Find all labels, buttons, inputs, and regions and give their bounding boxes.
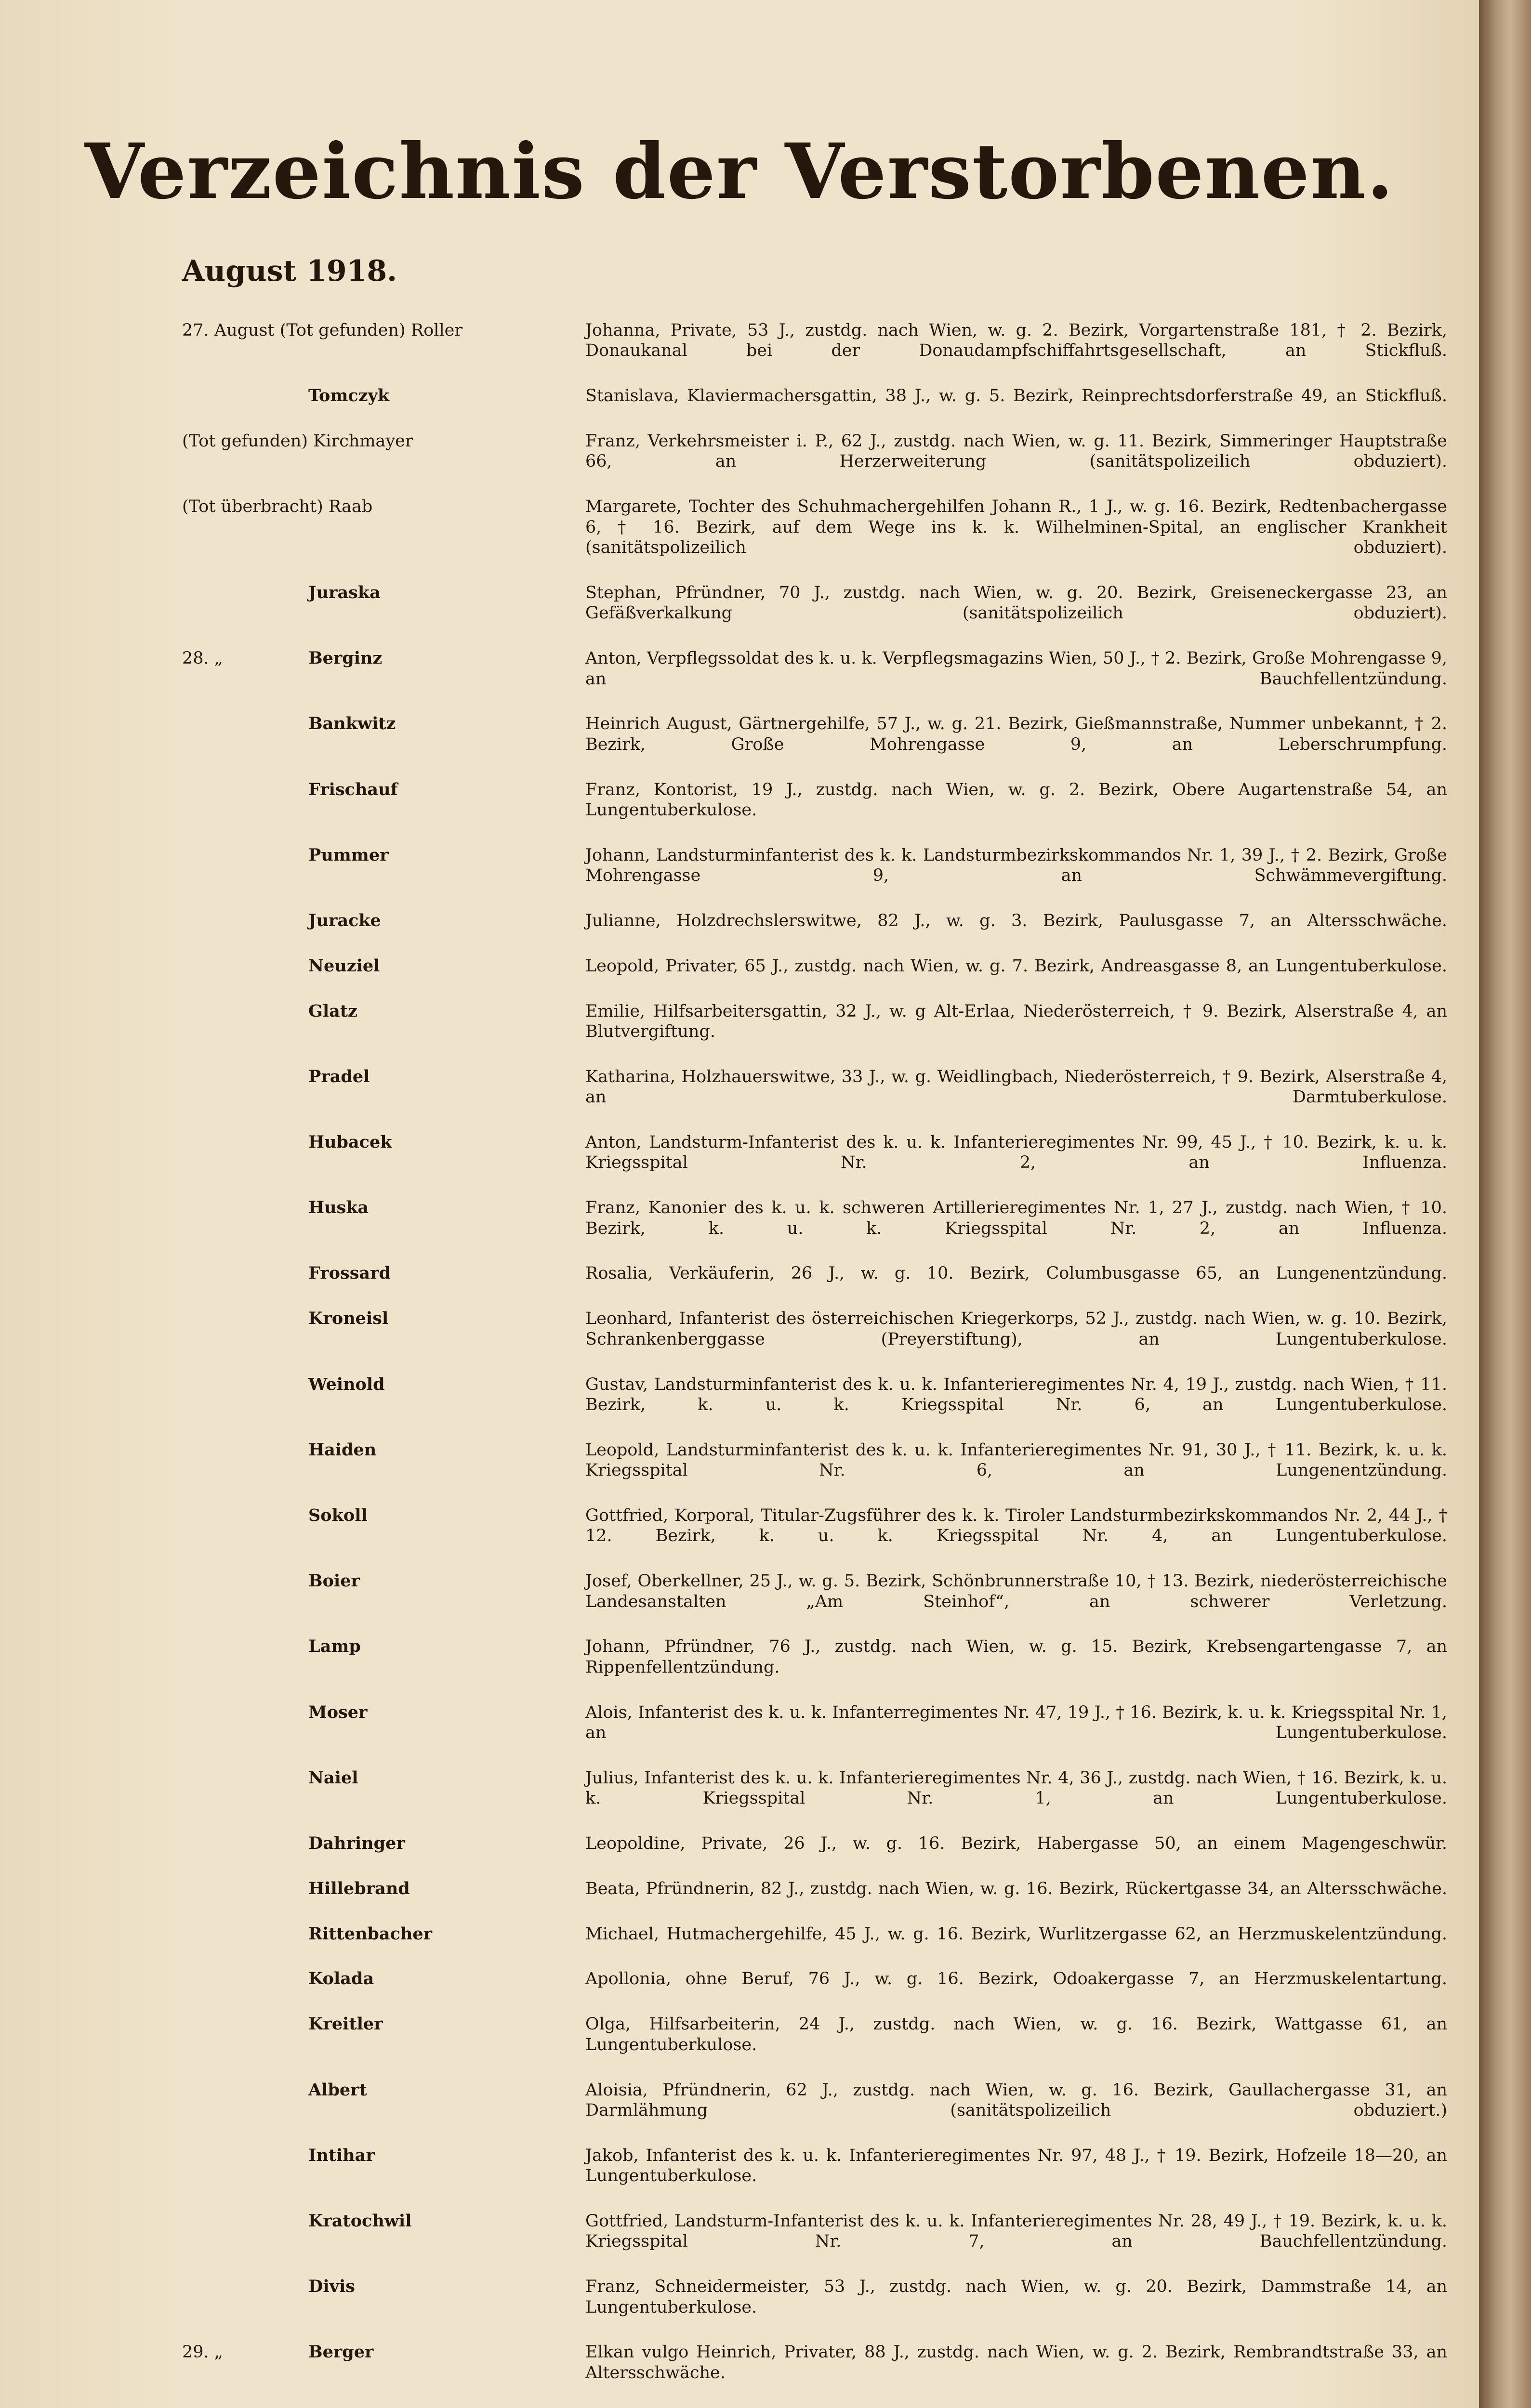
entry-surname: Kreitler bbox=[308, 2014, 383, 2034]
register-entry bbox=[0, 1374, 1479, 1436]
entry-surname: Glatz bbox=[308, 1001, 357, 1021]
register-entry bbox=[0, 2080, 1479, 2141]
page-title: Verzeichnis der Verstorbenen. bbox=[84, 127, 1394, 216]
entry-surname: Albert bbox=[308, 2080, 367, 2100]
entry-surname: Weinold bbox=[308, 1374, 385, 1394]
entry-details: Beata, Pfründnerin, 82 J., zustdg. nach Wien, w. g. 16. Bezirk, Rückertgasse 34, an Altersschwäche. bbox=[585, 1879, 1447, 1898]
register-entry bbox=[0, 2211, 1479, 2272]
entry-date-note: (Tot überbracht) Raab bbox=[182, 497, 373, 517]
entry-surname: Dahringer bbox=[308, 1833, 405, 1854]
entry-surname: Huska bbox=[308, 1198, 369, 1218]
entry-surname: Pradel bbox=[308, 1066, 370, 1086]
register-entry bbox=[0, 845, 1479, 906]
entry-surname: Boier bbox=[308, 1571, 360, 1591]
entry-details: Franz, Verkehrsmeister i. P., 62 J., zustdg. nach Wien, w. g. 11. Bezirk, Simmeringer Hauptstraße 66, an Herzerweiterung (sanitätspolizeilich obduziert). bbox=[585, 432, 1447, 471]
register-entry bbox=[0, 956, 1479, 997]
entry-details: Leopoldine, Private, 26 J., w. g. 16. Bezirk, Habergasse 50, an einem Magengeschwür. bbox=[585, 1834, 1447, 1854]
entry-surname: Kroneisl bbox=[308, 1309, 389, 1329]
entry-details: Stephan, Pfründner, 70 J., zustdg. nach Wien, w. g. 20. Bezirk, Greiseneckergasse 23, an Gefäßverkalkung (sanitätspolizeilich obduziert). bbox=[585, 583, 1447, 623]
entry-details: Elkan vulgo Heinrich, Privater, 88 J., zustdg. nach Wien, w. g. 2. Bezirk, Rembrandtstraße 33, an Altersschwäche. bbox=[585, 2343, 1447, 2382]
entry-details: Jakob, Infanterist des k. u. k. Infanterieregimentes Nr. 97, 48 J., † 19. Bezirk, Hofzeile 18—20, an Lungentuberkulose. bbox=[585, 2146, 1447, 2186]
register-entry bbox=[0, 497, 1479, 578]
register-entry bbox=[0, 1768, 1479, 1829]
entry-details: Josef, Oberkellner, 25 J., w. g. 5. Bezirk, Schönbrunnerstraße 10, † 13. Bezirk, niederösterreichische Landesanstalten „Am Steinhof“, an schwerer Verletzung. bbox=[585, 1571, 1447, 1611]
entry-surname: Moser bbox=[308, 1702, 368, 1722]
entry-details: Johanna, Private, 53 J., zustdg. nach Wien, w. g. 2. Bezirk, Vorgartenstraße 181, † 2. Bezirk, Donaukanal bei der Donaudampfschiffahrtsgesellschaft, an Stickfluß. bbox=[585, 321, 1447, 361]
entry-surname: Haiden bbox=[308, 1440, 377, 1460]
entry-date-note: 29. „ bbox=[182, 2343, 223, 2362]
register-entry bbox=[0, 1198, 1479, 1259]
entry-surname: Frischauf bbox=[308, 779, 398, 799]
month-heading: August 1918. bbox=[182, 254, 397, 288]
register-entry bbox=[0, 2342, 1479, 2403]
entry-surname: Rittenbacher bbox=[308, 1924, 433, 1944]
entry-details: Margarete, Tochter des Schuhmachergehilfen Johann R., 1 J., w. g. 16. Bezirk, Redtenbachergasse 6, † 16. Bezirk, auf dem Wege ins k. k. Wilhelminen-Spital, an englischer Krankheit (sanitätspolizeilich obduziert). bbox=[585, 497, 1447, 558]
entry-surname: Lamp bbox=[308, 1636, 361, 1657]
register-entry bbox=[0, 1505, 1479, 1567]
entry-details: Franz, Kanonier des k. u. k. schweren Artillerieregimentes Nr. 1, 27 J., zustdg. nach Wien, † 10. Bezirk, k. u. k. Kriegsspital Nr. 2, an Influenza. bbox=[585, 1198, 1447, 1238]
entry-surname: Berger bbox=[308, 2342, 374, 2362]
entry-details: Gottfried, Korporal, Titular-Zugsführer des k. k. Tiroler Landsturmbezirkskommandos Nr. 2, 44 J., † 12. Bezirk, k. u. k. Kriegsspital Nr. 4, an Lungentuberkulose. bbox=[585, 1505, 1447, 1546]
entry-details: Julius, Infanterist des k. u. k. Infanterieregimentes Nr. 4, 36 J., zustdg. nach Wien, † 16. Bezirk, k. u. k. Kriegsspital Nr. 1, an Lungentuberkulose. bbox=[585, 1768, 1447, 1808]
entry-surname: Berginz bbox=[308, 648, 383, 668]
entry-details: Emilie, Hilfsarbeitersgattin, 32 J., w. g Alt-Erlaa, Niederösterreich, † 9. Bezirk, Alserstraße 4, an Blutvergiftung. bbox=[585, 1001, 1447, 1041]
register-entry bbox=[0, 2146, 1479, 2207]
entry-details: Alois, Infanterist des k. u. k. Infanterregimentes Nr. 47, 19 J., † 16. Bezirk, k. u. k. Kriegsspital Nr. 1, an Lungentuberkulose. bbox=[585, 1702, 1447, 1742]
entry-details: Katharina, Holzhauerswitwe, 33 J., w. g. Weidlingbach, Niederösterreich, † 9. Bezirk, Alserstraße 4, an Darmtuberkulose. bbox=[585, 1067, 1447, 1107]
entry-details: Leopold, Landsturminfanterist des k. u. k. Infanterieregimentes Nr. 91, 30 J., † 11. Bezirk, k. u. k. Kriegsspital Nr. 6, an Lungenentzündung. bbox=[585, 1440, 1447, 1480]
register-entry bbox=[0, 1263, 1479, 1304]
entry-details: Johann, Landsturminfanterist des k. k. Landsturmbezirkskommandos Nr. 1, 39 J., † 2. Bezirk, Große Mohrengasse 9, an Schwämmevergiftung. bbox=[585, 845, 1447, 886]
entry-details: Olga, Hilfsarbeiterin, 24 J., zustdg. nach Wien, w. g. 16. Bezirk, Wattgasse 61, an Lungentuberkulose. bbox=[585, 2015, 1447, 2055]
register-entry bbox=[0, 1702, 1479, 1764]
entry-details: Heinrich August, Gärtnergehilfe, 57 J., w. g. 21. Bezirk, Gießmannstraße, Nummer unbekannt, † 2. Bezirk, Große Mohrengasse 9, an Leberschrumpfung. bbox=[585, 714, 1447, 754]
entry-surname: Sokoll bbox=[308, 1505, 368, 1525]
register-entry bbox=[0, 714, 1479, 775]
entry-surname: Hubacek bbox=[308, 1132, 392, 1152]
register-entry bbox=[0, 320, 1479, 381]
entry-surname: Naiel bbox=[308, 1767, 358, 1788]
entry-details: Franz, Kontorist, 19 J., zustdg. nach Wien, w. g. 2. Bezirk, Obere Augartenstraße 54, an Lungentuberkulose. bbox=[585, 780, 1447, 820]
entry-details: Apollonia, ohne Beruf, 76 J., w. g. 16. Bezirk, Odoakergasse 7, an Herzmuskelentartung. bbox=[585, 1969, 1447, 1989]
entry-date-note: (Tot gefunden) Kirchmayer bbox=[182, 432, 413, 451]
entry-details: Anton, Verpflegssoldat des k. u. k. Verpflegsmagazins Wien, 50 J., † 2. Bezirk, Große Mohrengasse 9, an Bauchfellentzündung. bbox=[585, 649, 1447, 689]
register-entry bbox=[0, 780, 1479, 841]
entry-details: Stanislava, Klaviermachersgattin, 38 J., w. g. 5. Bezirk, Reinprechtsdorferstraße 49, an Stickfluß. bbox=[585, 386, 1447, 406]
entry-surname: Juracke bbox=[308, 910, 381, 930]
entry-details: Franz, Schneidermeister, 53 J., zustdg. nach Wien, w. g. 20. Bezirk, Dammstraße 14, an Lungentuberkulose. bbox=[585, 2277, 1447, 2317]
entry-date-note: 27. August (Tot gefunden) Roller bbox=[182, 321, 463, 340]
entry-surname: Tomczyk bbox=[308, 386, 390, 406]
entry-details: Gottfried, Landsturm-Infanterist des k. u. k. Infanterieregimentes Nr. 28, 49 J., † 19. Bezirk, k. u. k. Kriegsspital Nr. 7, an Bauchfellentzündung. bbox=[585, 2211, 1447, 2251]
register-entry bbox=[0, 2277, 1479, 2338]
register-entry bbox=[0, 386, 1479, 427]
death-register-list bbox=[0, 320, 1479, 2408]
register-entry bbox=[0, 1309, 1479, 1370]
register-entry bbox=[0, 1969, 1479, 2010]
register-entry bbox=[0, 648, 1479, 709]
entry-surname: Intihar bbox=[308, 2145, 375, 2165]
entry-details: Leopold, Privater, 65 J., zustdg. nach Wien, w. g. 7. Bezirk, Andreasgasse 8, an Lungentuberkulose. bbox=[585, 956, 1447, 976]
entry-details: Michael, Hutmachergehilfe, 45 J., w. g. 16. Bezirk, Wurlitzergasse 62, an Herzmuskelentzündung. bbox=[585, 1924, 1447, 1944]
entry-surname: Kolada bbox=[308, 1969, 374, 1989]
register-entry bbox=[0, 2014, 1479, 2075]
entry-date-note: 28. „ bbox=[182, 649, 223, 668]
entry-surname: Divis bbox=[308, 2277, 355, 2297]
page-edge bbox=[1479, 0, 1531, 2408]
register-entry bbox=[0, 1636, 1479, 1698]
entry-surname: Juraska bbox=[308, 582, 381, 602]
register-entry bbox=[0, 1833, 1479, 1874]
entry-details: Rosalia, Verkäuferin, 26 J., w. g. 10. Bezirk, Columbusgasse 65, an Lungenentzündung. bbox=[585, 1264, 1447, 1283]
entry-surname: Pummer bbox=[308, 845, 389, 865]
register-entry bbox=[0, 1879, 1479, 1920]
register-entry bbox=[0, 911, 1479, 952]
entry-surname: Neuziel bbox=[308, 955, 380, 976]
entry-details: Anton, Landsturm-Infanterist des k. u. k. Infanterieregimentes Nr. 99, 45 J., † 10. Bezirk, k. u. k. Kriegsspital Nr. 2, an Influenza. bbox=[585, 1133, 1447, 1173]
register-entry bbox=[0, 1571, 1479, 1632]
entry-surname: Frossard bbox=[308, 1263, 391, 1283]
register-entry bbox=[0, 583, 1479, 644]
register-entry bbox=[0, 1924, 1479, 1965]
entry-details: Gustav, Landsturminfanterist des k. u. k. Infanterieregimentes Nr. 4, 19 J., zustdg. nach Wien, † 11. Bezirk, k. u. k. Kriegsspital Nr. 6, an Lungentuberkulose. bbox=[585, 1374, 1447, 1414]
register-entry bbox=[0, 431, 1479, 492]
entry-surname: Hillebrand bbox=[308, 1878, 410, 1898]
register-entry bbox=[0, 1067, 1479, 1128]
entry-details: Johann, Pfründner, 76 J., zustdg. nach Wien, w. g. 15. Bezirk, Krebsengartengasse 7, an Rippenfellentzündung. bbox=[585, 1637, 1447, 1677]
register-entry bbox=[0, 1132, 1479, 1193]
entry-details: Leonhard, Infanterist des österreichischen Kriegerkorps, 52 J., zustdg. nach Wien, w. g. 10. Bezirk, Schrankenberggasse (Preyerstiftung), an Lungentuberkulose. bbox=[585, 1309, 1447, 1349]
entry-details: Aloisia, Pfründnerin, 62 J., zustdg. nach Wien, w. g. 16. Bezirk, Gaullachergasse 31, an Darmlähmung (sanitätspolizeilich obduziert.) bbox=[585, 2080, 1447, 2120]
register-entry bbox=[0, 1440, 1479, 1501]
register-entry bbox=[0, 1001, 1479, 1062]
entry-details: Julianne, Holzdrechslerswitwe, 82 J., w. g. 3. Bezirk, Paulusgasse 7, an Altersschwäche. bbox=[585, 911, 1447, 930]
entry-surname: Bankwitz bbox=[308, 714, 396, 734]
entry-surname: Kratochwil bbox=[308, 2211, 412, 2231]
